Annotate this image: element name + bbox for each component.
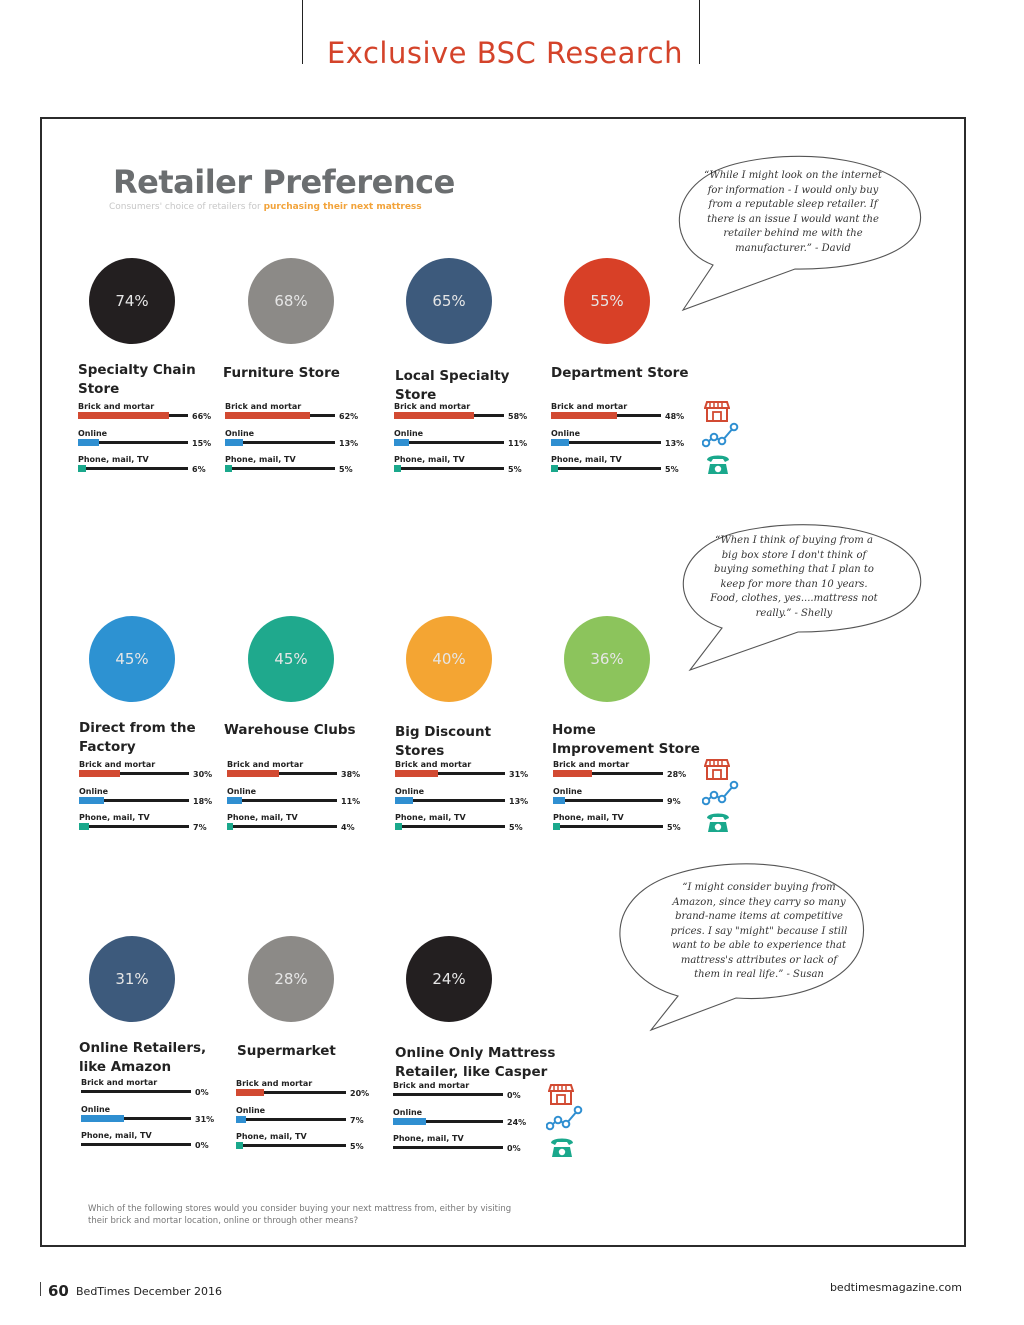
metric-value: 13% — [665, 438, 685, 448]
metric-label: Phone, mail, TV — [393, 1134, 464, 1143]
percent-circle: 36% — [564, 616, 650, 702]
metric-label: Brick and mortar — [79, 760, 156, 769]
metric-track — [79, 825, 189, 828]
metric-label: Phone, mail, TV — [394, 455, 465, 464]
category-name: Home Improvement Store — [552, 722, 700, 757]
metric-fill-bar — [236, 1142, 243, 1149]
category-name: Supermarket — [237, 1043, 336, 1059]
metric-track — [79, 799, 189, 802]
metric-fill-bar — [78, 412, 169, 419]
metric-value: 31% — [509, 770, 529, 779]
metric-phone — [553, 813, 688, 839]
metric-fill-bar — [236, 1089, 264, 1096]
metric-brick — [394, 402, 529, 428]
category-name: Online Retailers, like Amazon — [79, 1040, 207, 1075]
metric-track — [227, 799, 337, 802]
metric-track — [393, 1120, 503, 1123]
metric-brick — [551, 402, 686, 428]
metric-value: 6% — [192, 465, 206, 474]
metric-value: 4% — [341, 823, 355, 832]
metric-value: 58% — [508, 412, 528, 421]
metric-track — [78, 441, 188, 444]
metric-label: Brick and mortar — [394, 402, 471, 411]
metric-label: Brick and mortar — [553, 760, 630, 769]
metric-phone — [78, 455, 213, 481]
metric-label: Brick and mortar — [81, 1078, 158, 1087]
metric-label: Online — [78, 428, 108, 438]
metric-online — [236, 1106, 371, 1132]
category-name: Direct from the Factory — [79, 720, 196, 755]
category-name: Local Specialty Store — [395, 368, 510, 403]
telephone-icon — [549, 1135, 575, 1159]
metric-phone — [227, 813, 362, 839]
metric-value: 7% — [193, 823, 207, 832]
metric-label: Online — [395, 786, 425, 796]
quote-text-3: “I might consider buying from Amazon, since they carry so many brand-name items at competitive prices. I say "might" because I still want to be able to experience that mattress's attributes or lack of them in real life.” - Susan — [670, 882, 848, 980]
survey-question: Which of the following stores would you consider buying your next mattress from, either by visiting their brick and mortar location, online or through other means? — [88, 1204, 512, 1226]
metric-brick — [78, 402, 213, 428]
metric-label: Phone, mail, TV — [395, 813, 466, 822]
metric-brick — [227, 760, 362, 786]
category-name: Big Discount Stores — [395, 724, 492, 759]
category-name: Warehouse Clubs — [224, 722, 356, 738]
metric-fill-bar — [78, 465, 86, 472]
metric-online — [79, 787, 214, 813]
metric-phone — [394, 455, 529, 481]
metric-track — [395, 772, 505, 775]
metric-fill-bar — [551, 465, 558, 472]
metric-track — [225, 441, 335, 444]
footer-url: bedtimesmagazine.com — [829, 1281, 962, 1294]
metric-online — [78, 429, 213, 455]
metric-value: 11% — [508, 438, 528, 448]
telephone-icon — [705, 452, 731, 476]
metric-label: Phone, mail, TV — [81, 1131, 152, 1140]
metric-value: 30% — [193, 770, 213, 779]
metric-online — [81, 1105, 216, 1131]
metric-label: Online — [81, 1104, 111, 1114]
metric-value: 5% — [350, 1142, 364, 1151]
metric-track — [236, 1091, 346, 1094]
metric-label: Online — [236, 1105, 266, 1115]
metric-label: Phone, mail, TV — [79, 813, 150, 822]
metric-value: 5% — [667, 823, 681, 832]
metric-track — [393, 1093, 503, 1096]
metric-fill-bar — [393, 1118, 426, 1125]
percent-circle: 28% — [248, 936, 334, 1022]
metric-value: 20% — [350, 1089, 370, 1098]
metric-track — [393, 1146, 503, 1149]
network-nodes-icon — [702, 422, 742, 448]
metric-fill-bar — [227, 770, 279, 777]
metric-label: Online — [393, 1107, 423, 1117]
metric-fill-bar — [225, 412, 310, 419]
header-title: Exclusive BSC Research — [326, 36, 684, 70]
metric-fill-bar — [227, 823, 233, 830]
metric-phone — [551, 455, 686, 481]
footer-divider — [40, 1282, 41, 1296]
metric-fill-bar — [225, 465, 232, 472]
percent-circle: 40% — [406, 616, 492, 702]
metric-label: Online — [227, 786, 257, 796]
category-name: Online Only Mattress Retailer, like Casper — [395, 1045, 556, 1080]
metric-online — [553, 787, 688, 813]
metric-value: 9% — [667, 796, 681, 806]
metric-fill-bar — [553, 823, 560, 830]
percent-circle: 74% — [89, 258, 175, 344]
header-rule-left — [302, 0, 303, 64]
metric-fill-bar — [79, 770, 120, 777]
metric-track — [78, 414, 188, 417]
metric-value: 0% — [195, 1141, 209, 1150]
metric-fill-bar — [394, 439, 409, 446]
metric-label: Brick and mortar — [227, 760, 304, 769]
storefront-icon — [548, 1082, 574, 1106]
metric-fill-bar — [394, 465, 401, 472]
metric-value: 11% — [341, 796, 361, 806]
metric-label: Online — [551, 428, 581, 438]
metric-track — [395, 799, 505, 802]
footer-page-number: 60 — [48, 1282, 69, 1300]
channel-icon-legend — [548, 1082, 592, 1162]
metric-track — [553, 825, 663, 828]
storefront-icon — [704, 757, 730, 781]
metric-label: Brick and mortar — [395, 760, 472, 769]
metric-label: Online — [79, 786, 109, 796]
metric-value: 62% — [339, 412, 359, 421]
quote-text-1: “While I might look on the internet for information - I would only buy from a reputable sleep retailer. If there is an issue I would want the retailer behind me with the manufacturer.” - David — [704, 170, 882, 254]
metric-phone — [79, 813, 214, 839]
metric-track — [551, 467, 661, 470]
category-name: Department Store — [551, 365, 689, 381]
metric-phone — [81, 1131, 216, 1157]
metric-value: 24% — [507, 1117, 527, 1127]
metric-label: Brick and mortar — [78, 402, 155, 411]
metric-label: Brick and mortar — [236, 1079, 313, 1088]
metric-online — [225, 429, 360, 455]
metric-track — [551, 441, 661, 444]
metric-phone — [395, 813, 530, 839]
metric-value: 31% — [195, 1114, 215, 1124]
metric-fill-bar — [553, 797, 565, 804]
metric-label: Online — [553, 786, 583, 796]
metric-online — [395, 787, 530, 813]
metric-value: 0% — [195, 1088, 209, 1097]
metric-track — [81, 1090, 191, 1093]
metric-fill-bar — [225, 439, 243, 446]
percent-circle: 45% — [89, 616, 175, 702]
metric-brick — [393, 1081, 528, 1107]
metric-fill-bar — [79, 823, 89, 830]
metric-label: Brick and mortar — [393, 1081, 470, 1090]
category-name: Specialty Chain Store — [78, 362, 196, 397]
metric-phone — [236, 1132, 371, 1158]
percent-circle: 68% — [248, 258, 334, 344]
metric-track — [227, 772, 337, 775]
metric-value: 13% — [509, 796, 529, 806]
metric-track — [551, 414, 661, 417]
metric-value: 5% — [339, 465, 353, 474]
metric-value: 66% — [192, 412, 212, 421]
metric-label: Phone, mail, TV — [78, 455, 149, 464]
metric-value: 18% — [193, 796, 213, 806]
metric-track — [225, 467, 335, 470]
metric-track — [81, 1117, 191, 1120]
metric-fill-bar — [395, 770, 438, 777]
metric-value: 15% — [192, 438, 212, 448]
metric-track — [395, 825, 505, 828]
metric-fill-bar — [395, 797, 413, 804]
metric-fill-bar — [395, 823, 402, 830]
subtitle-prefix: Consumers' choice of retailers for — [109, 202, 264, 212]
metric-online — [551, 429, 686, 455]
metric-value: 0% — [507, 1091, 521, 1100]
network-nodes-icon — [702, 780, 742, 806]
metric-track — [225, 414, 335, 417]
percent-circle: 31% — [89, 936, 175, 1022]
metric-track — [81, 1143, 191, 1146]
channel-icon-legend — [704, 757, 748, 837]
metric-value: 5% — [508, 465, 522, 474]
metric-value: 5% — [665, 465, 679, 474]
metric-brick — [395, 760, 530, 786]
metric-track — [394, 414, 504, 417]
metric-brick — [225, 402, 360, 428]
metric-brick — [236, 1079, 371, 1105]
category-name: Furniture Store — [223, 365, 340, 381]
metric-online — [394, 429, 529, 455]
metric-phone — [225, 455, 360, 481]
metric-fill-bar — [79, 797, 104, 804]
footer-publication: BedTimes December 2016 — [76, 1285, 222, 1298]
metric-fill-bar — [227, 797, 242, 804]
subtitle-highlight: purchasing their next mattress — [263, 202, 422, 212]
metric-online — [393, 1108, 528, 1134]
metric-brick — [553, 760, 688, 786]
metric-fill-bar — [551, 439, 569, 446]
metric-label: Online — [225, 428, 255, 438]
metric-fill-bar — [81, 1115, 124, 1122]
metric-track — [227, 825, 337, 828]
metric-label: Phone, mail, TV — [225, 455, 296, 464]
metric-fill-bar — [551, 412, 617, 419]
metric-fill-bar — [78, 439, 99, 446]
telephone-icon — [705, 810, 731, 834]
metric-value: 7% — [350, 1115, 364, 1125]
metric-label: Brick and mortar — [225, 402, 302, 411]
metric-label: Phone, mail, TV — [227, 813, 298, 822]
quote-text-2: “When I think of buying from a big box store I don't think of buying something that I plan to keep for more than 10 years. Food, clothes, yes....mattress not really.” - Shelly — [710, 535, 878, 619]
metric-track — [394, 467, 504, 470]
metric-value: 5% — [509, 823, 523, 832]
metric-fill-bar — [553, 770, 592, 777]
metric-value: 0% — [507, 1144, 521, 1153]
metric-phone — [393, 1134, 528, 1160]
metric-label: Phone, mail, TV — [236, 1132, 307, 1141]
metric-fill-bar — [394, 412, 474, 419]
metric-track — [78, 467, 188, 470]
metric-value: 48% — [665, 412, 685, 421]
infographic-subtitle — [109, 202, 422, 212]
channel-icon-legend — [704, 399, 748, 479]
metric-track — [553, 799, 663, 802]
metric-value: 13% — [339, 438, 359, 448]
metric-label: Brick and mortar — [551, 402, 628, 411]
storefront-icon — [704, 399, 730, 423]
metric-value: 28% — [667, 770, 687, 779]
infographic-title: Retailer Preference — [113, 163, 455, 201]
metric-brick — [79, 760, 214, 786]
metric-value: 38% — [341, 770, 361, 779]
metric-track — [394, 441, 504, 444]
network-nodes-icon — [546, 1105, 586, 1131]
metric-label: Online — [394, 428, 424, 438]
percent-circle: 45% — [248, 616, 334, 702]
metric-track — [236, 1144, 346, 1147]
percent-circle: 65% — [406, 258, 492, 344]
metric-online — [227, 787, 362, 813]
metric-track — [553, 772, 663, 775]
metric-fill-bar — [236, 1116, 246, 1123]
percent-circle: 55% — [564, 258, 650, 344]
metric-track — [236, 1118, 346, 1121]
metric-label: Phone, mail, TV — [553, 813, 624, 822]
metric-label: Phone, mail, TV — [551, 455, 622, 464]
metric-brick — [81, 1078, 216, 1104]
percent-circle: 24% — [406, 936, 492, 1022]
metric-track — [79, 772, 189, 775]
